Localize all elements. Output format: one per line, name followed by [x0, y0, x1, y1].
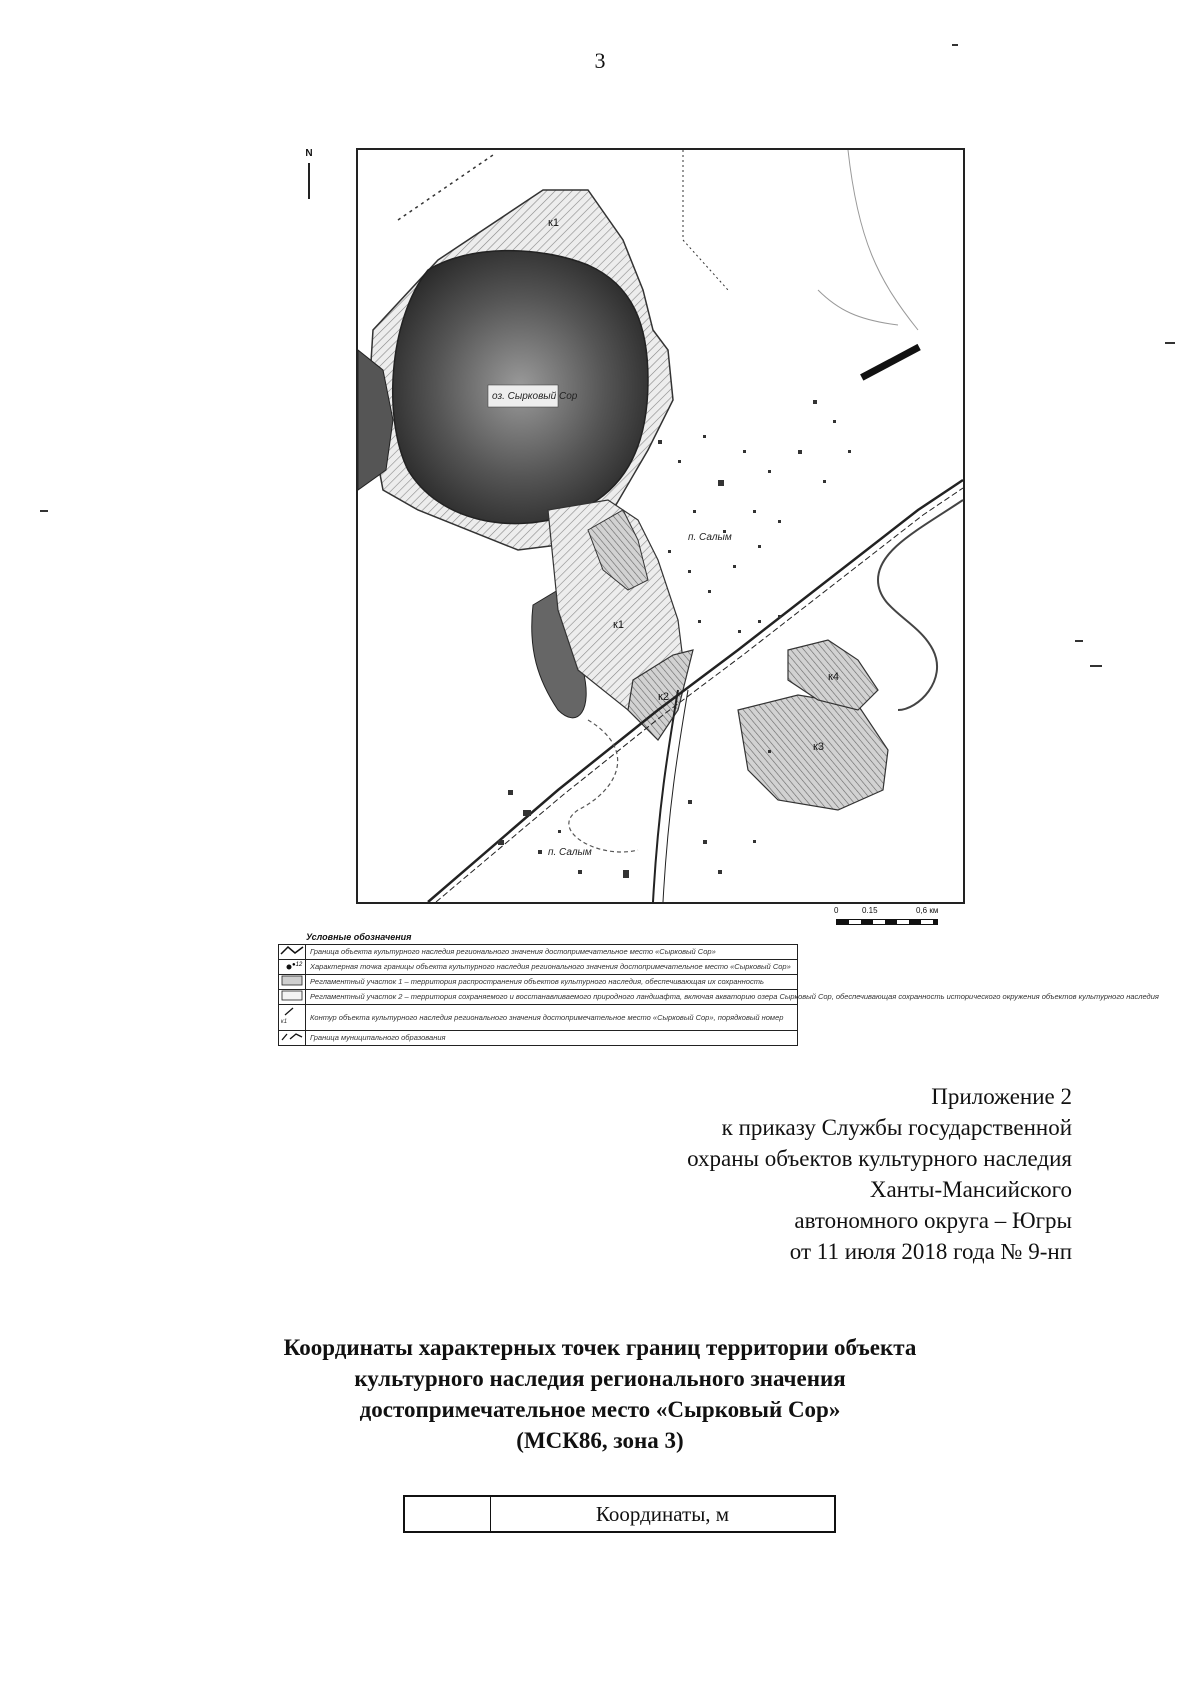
appendix-line: автономного округа – Югры: [794, 1208, 1072, 1233]
legend-row: [279, 1005, 798, 1031]
village-label-2: п. Салым: [548, 847, 592, 858]
table-header-coordinates: Координаты, м: [491, 1496, 836, 1532]
coordinates-table: [403, 1495, 836, 1533]
legend-title: Условные обозначения: [306, 932, 412, 942]
site-map-drawing: [358, 150, 963, 902]
svg-text:●12: ●12: [292, 962, 303, 968]
north-arrow-icon: [308, 163, 310, 199]
scale-ruler-icon: [836, 919, 938, 925]
page-number: 3: [594, 48, 606, 73]
zone-label-k3: к3: [813, 741, 824, 753]
point-marker-icon: [279, 960, 306, 975]
scale-zero: 0: [834, 906, 839, 915]
zone-label-k1-top: к1: [548, 217, 559, 229]
zone-label-k1-middle: к1: [613, 619, 624, 631]
scale-mid: 0.15: [862, 906, 878, 915]
appendix-header: [472, 1081, 1072, 1267]
legend-symbol-label: к1: [280, 1019, 288, 1025]
title-line: культурного наследия регионального значения: [354, 1366, 846, 1391]
scan-artifact: [952, 44, 958, 46]
legend-row: [279, 990, 798, 1005]
legend-row-text: Регламентный участок 1 – территория распространения объектов культурного наследия, обеспечивающая их сохранность: [306, 975, 798, 990]
scan-artifact: [1165, 342, 1175, 344]
legend-row-text: Граница муниципального образования: [306, 1031, 798, 1046]
site-map: [356, 148, 965, 904]
scan-artifact: [40, 510, 48, 512]
map-legend: [278, 944, 1159, 1046]
boundary-dotted-line: [683, 150, 728, 290]
north-label: N: [305, 148, 313, 159]
appendix-line: к приказу Службы государственной: [721, 1115, 1072, 1140]
legend-row-text: Граница объекта культурного наследия регионального значения достопримечательное место «Сырковый Сор»: [306, 945, 798, 960]
appendix-line: Ханты-Мансийского: [869, 1177, 1072, 1202]
appendix-line: охраны объектов культурного наследия: [687, 1146, 1072, 1171]
document-title: [150, 1332, 1050, 1456]
title-line: достопримечательное место «Сырковый Сор»: [359, 1397, 841, 1422]
appendix-line: Приложение 2: [931, 1084, 1072, 1109]
lake-label: оз. Сырковый Сор: [492, 391, 578, 402]
scale-bar: [832, 906, 942, 930]
zone-label-k2: к2: [658, 691, 669, 703]
title-line: (МСК86, зона 3): [516, 1428, 684, 1453]
legend-row-text: Характерная точка границы объекта культурного наследия регионального значения достопримечательное место «Сырковый Сор»: [306, 960, 798, 975]
boundary-dotted-line: [398, 155, 493, 220]
boundary-line-icon: [279, 945, 306, 960]
legend-row-text: Регламентный участок 2 – территория сохраняемого и восстанавливаемого природного ландшафта, включая акваторию озера Сырковый Сор, обеспечивающая сохранность исторического окружения объектов культурного наследия: [306, 990, 798, 1005]
village-label-1: п. Салым: [688, 532, 732, 543]
scan-artifact: [1090, 665, 1102, 667]
title-line: Координаты характерных точек границ территории объекта: [283, 1335, 917, 1360]
table-header-point: [404, 1496, 491, 1532]
legend-row: [279, 945, 798, 960]
legend-row: [279, 975, 798, 990]
table-header-row: [404, 1496, 835, 1532]
scale-end: 0,6 км: [916, 906, 939, 915]
legend-row: [279, 1031, 798, 1046]
appendix-line: от 11 июля 2018 года № 9-нп: [789, 1239, 1072, 1264]
hatched-zone-2-icon: [279, 990, 306, 1005]
legend-row-text: Контур объекта культурного наследия регионального значения достопримечательное место «Сырковый Сор», порядковый номер: [306, 1005, 798, 1031]
contour-marker-icon: [279, 1005, 306, 1031]
north-arrow: [303, 148, 315, 199]
zone-label-k4: к4: [828, 671, 839, 683]
hatched-zone-1-icon: [279, 975, 306, 990]
municipal-boundary-icon: [279, 1031, 306, 1046]
scan-artifact: [1075, 640, 1083, 642]
legend-row: [279, 960, 798, 975]
